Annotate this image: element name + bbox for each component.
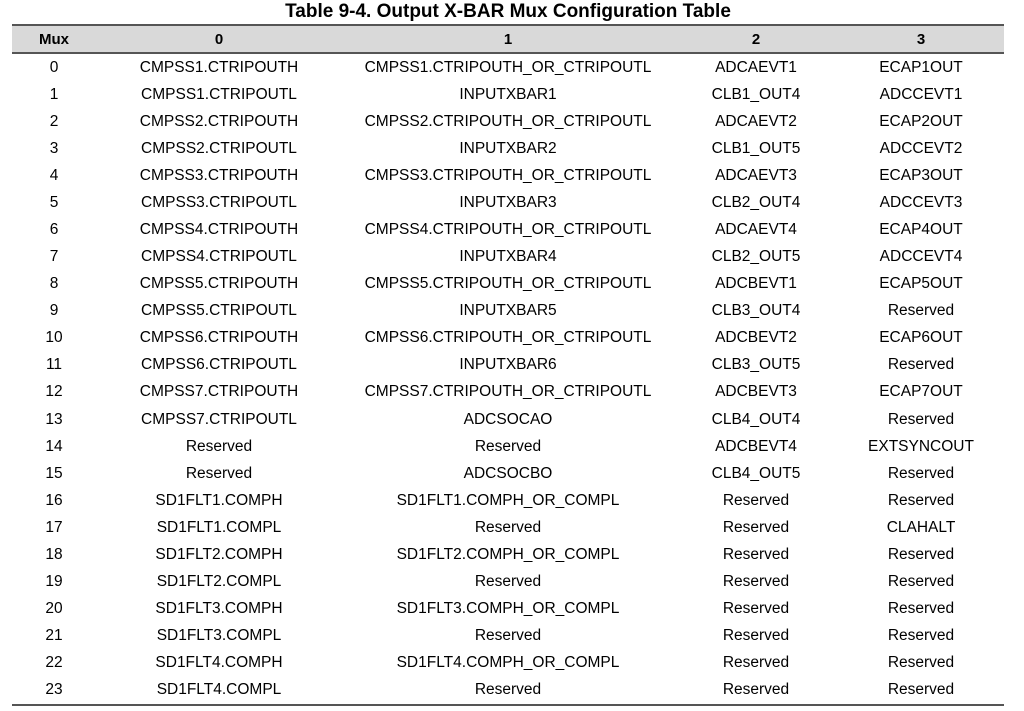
table-cell: Reserved xyxy=(474,437,542,455)
table-cell: ADCSOCAO xyxy=(463,410,553,428)
mux-index-cell: 9 xyxy=(49,302,59,320)
mux-index-cell: 4 xyxy=(49,166,59,184)
table-row xyxy=(12,189,1004,216)
table-cell: Reserved xyxy=(722,573,790,591)
table-cell: ECAP4OUT xyxy=(879,221,963,238)
mux-index-cell: 6 xyxy=(49,221,59,238)
table-cell: INPUTXBAR5 xyxy=(459,302,557,320)
table-cell: Reserved xyxy=(185,464,253,482)
mux-index-cell: 17 xyxy=(45,518,63,536)
table-cell: CMPSS5.CTRIPOUTH xyxy=(139,275,299,293)
table-cell: SD1FLT4.COMPL xyxy=(156,681,282,699)
table-cell: ADCBEVT2 xyxy=(715,329,797,347)
mux-index-cell: 5 xyxy=(49,193,59,211)
table-cell: INPUTXBAR3 xyxy=(459,193,557,211)
mux-index-cell: 2 xyxy=(49,112,59,130)
table-cell: CMPSS7.CTRIPOUTH xyxy=(139,383,299,401)
table-cell: ECAP2OUT xyxy=(879,112,963,130)
table-cell: Reserved xyxy=(185,437,253,455)
table-cell: SD1FLT3.COMPH_OR_COMPL xyxy=(396,600,620,618)
header-1: 1 xyxy=(503,30,513,48)
table-row xyxy=(12,81,1004,108)
table-row xyxy=(12,514,1004,541)
table-cell: Reserved xyxy=(722,491,790,509)
table-row xyxy=(12,135,1004,162)
table-cell: Reserved xyxy=(887,654,955,672)
table-cell: INPUTXBAR4 xyxy=(459,248,557,266)
table-cell: CMPSS4.CTRIPOUTH xyxy=(139,221,299,238)
table-row xyxy=(12,487,1004,514)
table-cell: Reserved xyxy=(887,545,955,563)
table-cell: Reserved xyxy=(474,518,542,536)
table-cell: INPUTXBAR1 xyxy=(459,85,557,103)
mux-index-cell: 19 xyxy=(45,573,63,591)
table-cell: ADCCEVT3 xyxy=(879,193,963,211)
mux-index-cell: 13 xyxy=(45,410,63,428)
table-cell: CMPSS3.CTRIPOUTH xyxy=(139,166,299,184)
table-cell: Reserved xyxy=(887,573,955,591)
table-cell: CLB2_OUT5 xyxy=(711,248,801,266)
mux-index-cell: 12 xyxy=(45,383,63,401)
table-cell: CLB1_OUT5 xyxy=(711,139,801,157)
mux-index-cell: 22 xyxy=(45,654,63,672)
mux-index-cell: 10 xyxy=(45,329,63,347)
table-cell: CMPSS4.CTRIPOUTH_OR_CTRIPOUTL xyxy=(364,221,652,238)
table-row xyxy=(12,650,1004,677)
header-mux: Mux xyxy=(39,30,69,48)
table-cell: ECAP7OUT xyxy=(879,383,963,401)
table-row xyxy=(12,623,1004,650)
table-row xyxy=(12,244,1004,271)
table-cell: ECAP5OUT xyxy=(879,275,963,293)
table-cell: SD1FLT1.COMPL xyxy=(156,518,282,536)
table-cell: CLB3_OUT4 xyxy=(711,302,801,320)
table-row xyxy=(12,271,1004,298)
table-cell: CMPSS5.CTRIPOUTH_OR_CTRIPOUTL xyxy=(364,275,652,293)
table-cell: CMPSS6.CTRIPOUTL xyxy=(141,356,297,374)
table-cell: CMPSS7.CTRIPOUTH_OR_CTRIPOUTL xyxy=(364,383,652,401)
table-cell: CMPSS4.CTRIPOUTL xyxy=(141,248,297,266)
table-row xyxy=(12,352,1004,379)
table-cell: ADCBEVT4 xyxy=(715,437,797,455)
table-cell: CMPSS3.CTRIPOUTL xyxy=(141,193,297,211)
mux-index-cell: 20 xyxy=(45,600,63,618)
table-cell: CLB1_OUT4 xyxy=(711,85,801,103)
table-cell: CMPSS5.CTRIPOUTL xyxy=(141,302,297,320)
table-cell: Reserved xyxy=(474,681,542,699)
table-cell: SD1FLT1.COMPH_OR_COMPL xyxy=(396,491,620,509)
table-cell: CMPSS7.CTRIPOUTL xyxy=(141,410,297,428)
table-cell: ADCCEVT1 xyxy=(879,85,963,103)
mux-index-cell: 16 xyxy=(45,491,63,509)
header-3: 3 xyxy=(916,30,926,48)
table-cell: CLAHALT xyxy=(886,518,956,536)
table-cell: ECAP6OUT xyxy=(879,329,963,347)
mux-index-cell: 7 xyxy=(49,248,59,266)
mux-index-cell: 11 xyxy=(45,356,63,374)
table-cell: Reserved xyxy=(722,600,790,618)
table-cell: CLB4_OUT4 xyxy=(711,410,801,428)
table-cell: EXTSYNCOUT xyxy=(868,437,974,455)
table-cell: Reserved xyxy=(474,573,542,591)
table-row xyxy=(12,54,1004,81)
mux-config-table xyxy=(12,24,1004,706)
table-row xyxy=(12,541,1004,568)
table-cell: SD1FLT4.COMPH xyxy=(155,654,283,672)
table-cell: ADCCEVT4 xyxy=(879,248,963,266)
mux-index-cell: 15 xyxy=(45,464,63,482)
table-cell: Reserved xyxy=(887,356,955,374)
table-cell: CMPSS6.CTRIPOUTH_OR_CTRIPOUTL xyxy=(364,329,652,347)
table-cell: Reserved xyxy=(887,681,955,699)
table-title: Table 9-4. Output X-BAR Mux Configuration Table xyxy=(285,1,731,22)
table-cell: CMPSS3.CTRIPOUTH_OR_CTRIPOUTL xyxy=(364,166,652,184)
table-row xyxy=(12,433,1004,460)
table-cell: ECAP1OUT xyxy=(879,58,963,76)
table-cell: Reserved xyxy=(887,491,955,509)
table-cell: CMPSS2.CTRIPOUTH_OR_CTRIPOUTL xyxy=(364,112,652,130)
table-cell: SD1FLT1.COMPH xyxy=(155,491,283,509)
table-row xyxy=(12,460,1004,487)
header-2: 2 xyxy=(751,30,761,48)
table-cell: SD1FLT2.COMPL xyxy=(156,573,282,591)
table-row xyxy=(12,108,1004,135)
mux-index-cell: 8 xyxy=(49,275,59,293)
table-cell: ADCAEVT2 xyxy=(715,112,797,130)
table-cell: Reserved xyxy=(887,464,955,482)
table-cell: CMPSS1.CTRIPOUTH_OR_CTRIPOUTL xyxy=(364,58,652,76)
table-cell: SD1FLT3.COMPH xyxy=(155,600,283,618)
table-cell: ADCBEVT1 xyxy=(715,275,797,293)
table-cell: Reserved xyxy=(474,627,542,645)
table-cell: INPUTXBAR6 xyxy=(459,356,557,374)
table-cell: Reserved xyxy=(887,410,955,428)
table-row xyxy=(12,162,1004,189)
table-cell: Reserved xyxy=(722,654,790,672)
table-cell: CLB2_OUT4 xyxy=(711,193,801,211)
mux-index-cell: 0 xyxy=(49,58,59,76)
table-cell: ADCSOCBO xyxy=(463,464,553,482)
table-cell: SD1FLT4.COMPH_OR_COMPL xyxy=(396,654,620,672)
table-row xyxy=(12,596,1004,623)
table-cell: Reserved xyxy=(722,681,790,699)
mux-index-cell: 3 xyxy=(49,139,59,157)
table-cell: ADCAEVT1 xyxy=(715,58,797,76)
table-cell: CLB4_OUT5 xyxy=(711,464,801,482)
table-row xyxy=(12,298,1004,325)
header-0: 0 xyxy=(214,30,224,48)
table-cell: ADCCEVT2 xyxy=(879,139,963,157)
table-cell: ADCBEVT3 xyxy=(715,383,797,401)
mux-index-cell: 1 xyxy=(49,85,59,103)
table-cell: Reserved xyxy=(887,302,955,320)
table-row xyxy=(12,677,1004,704)
table-cell: SD1FLT2.COMPH_OR_COMPL xyxy=(396,545,620,563)
table-cell: Reserved xyxy=(887,600,955,618)
table-cell: Reserved xyxy=(722,545,790,563)
table-cell: Reserved xyxy=(887,627,955,645)
mux-index-cell: 14 xyxy=(45,437,63,455)
table-cell: CMPSS1.CTRIPOUTL xyxy=(141,85,297,103)
table-row xyxy=(12,568,1004,595)
table-row xyxy=(12,216,1004,243)
table-cell: ECAP3OUT xyxy=(879,166,963,184)
table-cell: ADCAEVT4 xyxy=(715,221,797,238)
table-header-row xyxy=(12,24,1004,54)
table-row xyxy=(12,406,1004,433)
table-cell: CLB3_OUT5 xyxy=(711,356,801,374)
table-cell: Reserved xyxy=(722,518,790,536)
mux-index-cell: 21 xyxy=(45,627,63,645)
table-cell: SD1FLT2.COMPH xyxy=(155,545,283,563)
table-cell: CMPSS2.CTRIPOUTL xyxy=(141,139,297,157)
table-cell: CMPSS6.CTRIPOUTH xyxy=(139,329,299,347)
mux-index-cell: 18 xyxy=(45,545,63,563)
table-cell: CMPSS2.CTRIPOUTH xyxy=(139,112,299,130)
table-cell: ADCAEVT3 xyxy=(715,166,797,184)
table-body xyxy=(12,54,1004,706)
table-row xyxy=(12,325,1004,352)
table-row xyxy=(12,379,1004,406)
mux-index-cell: 23 xyxy=(45,681,63,699)
table-cell: INPUTXBAR2 xyxy=(459,139,557,157)
table-cell: SD1FLT3.COMPL xyxy=(156,627,282,645)
table-cell: Reserved xyxy=(722,627,790,645)
table-cell: CMPSS1.CTRIPOUTH xyxy=(139,58,299,76)
